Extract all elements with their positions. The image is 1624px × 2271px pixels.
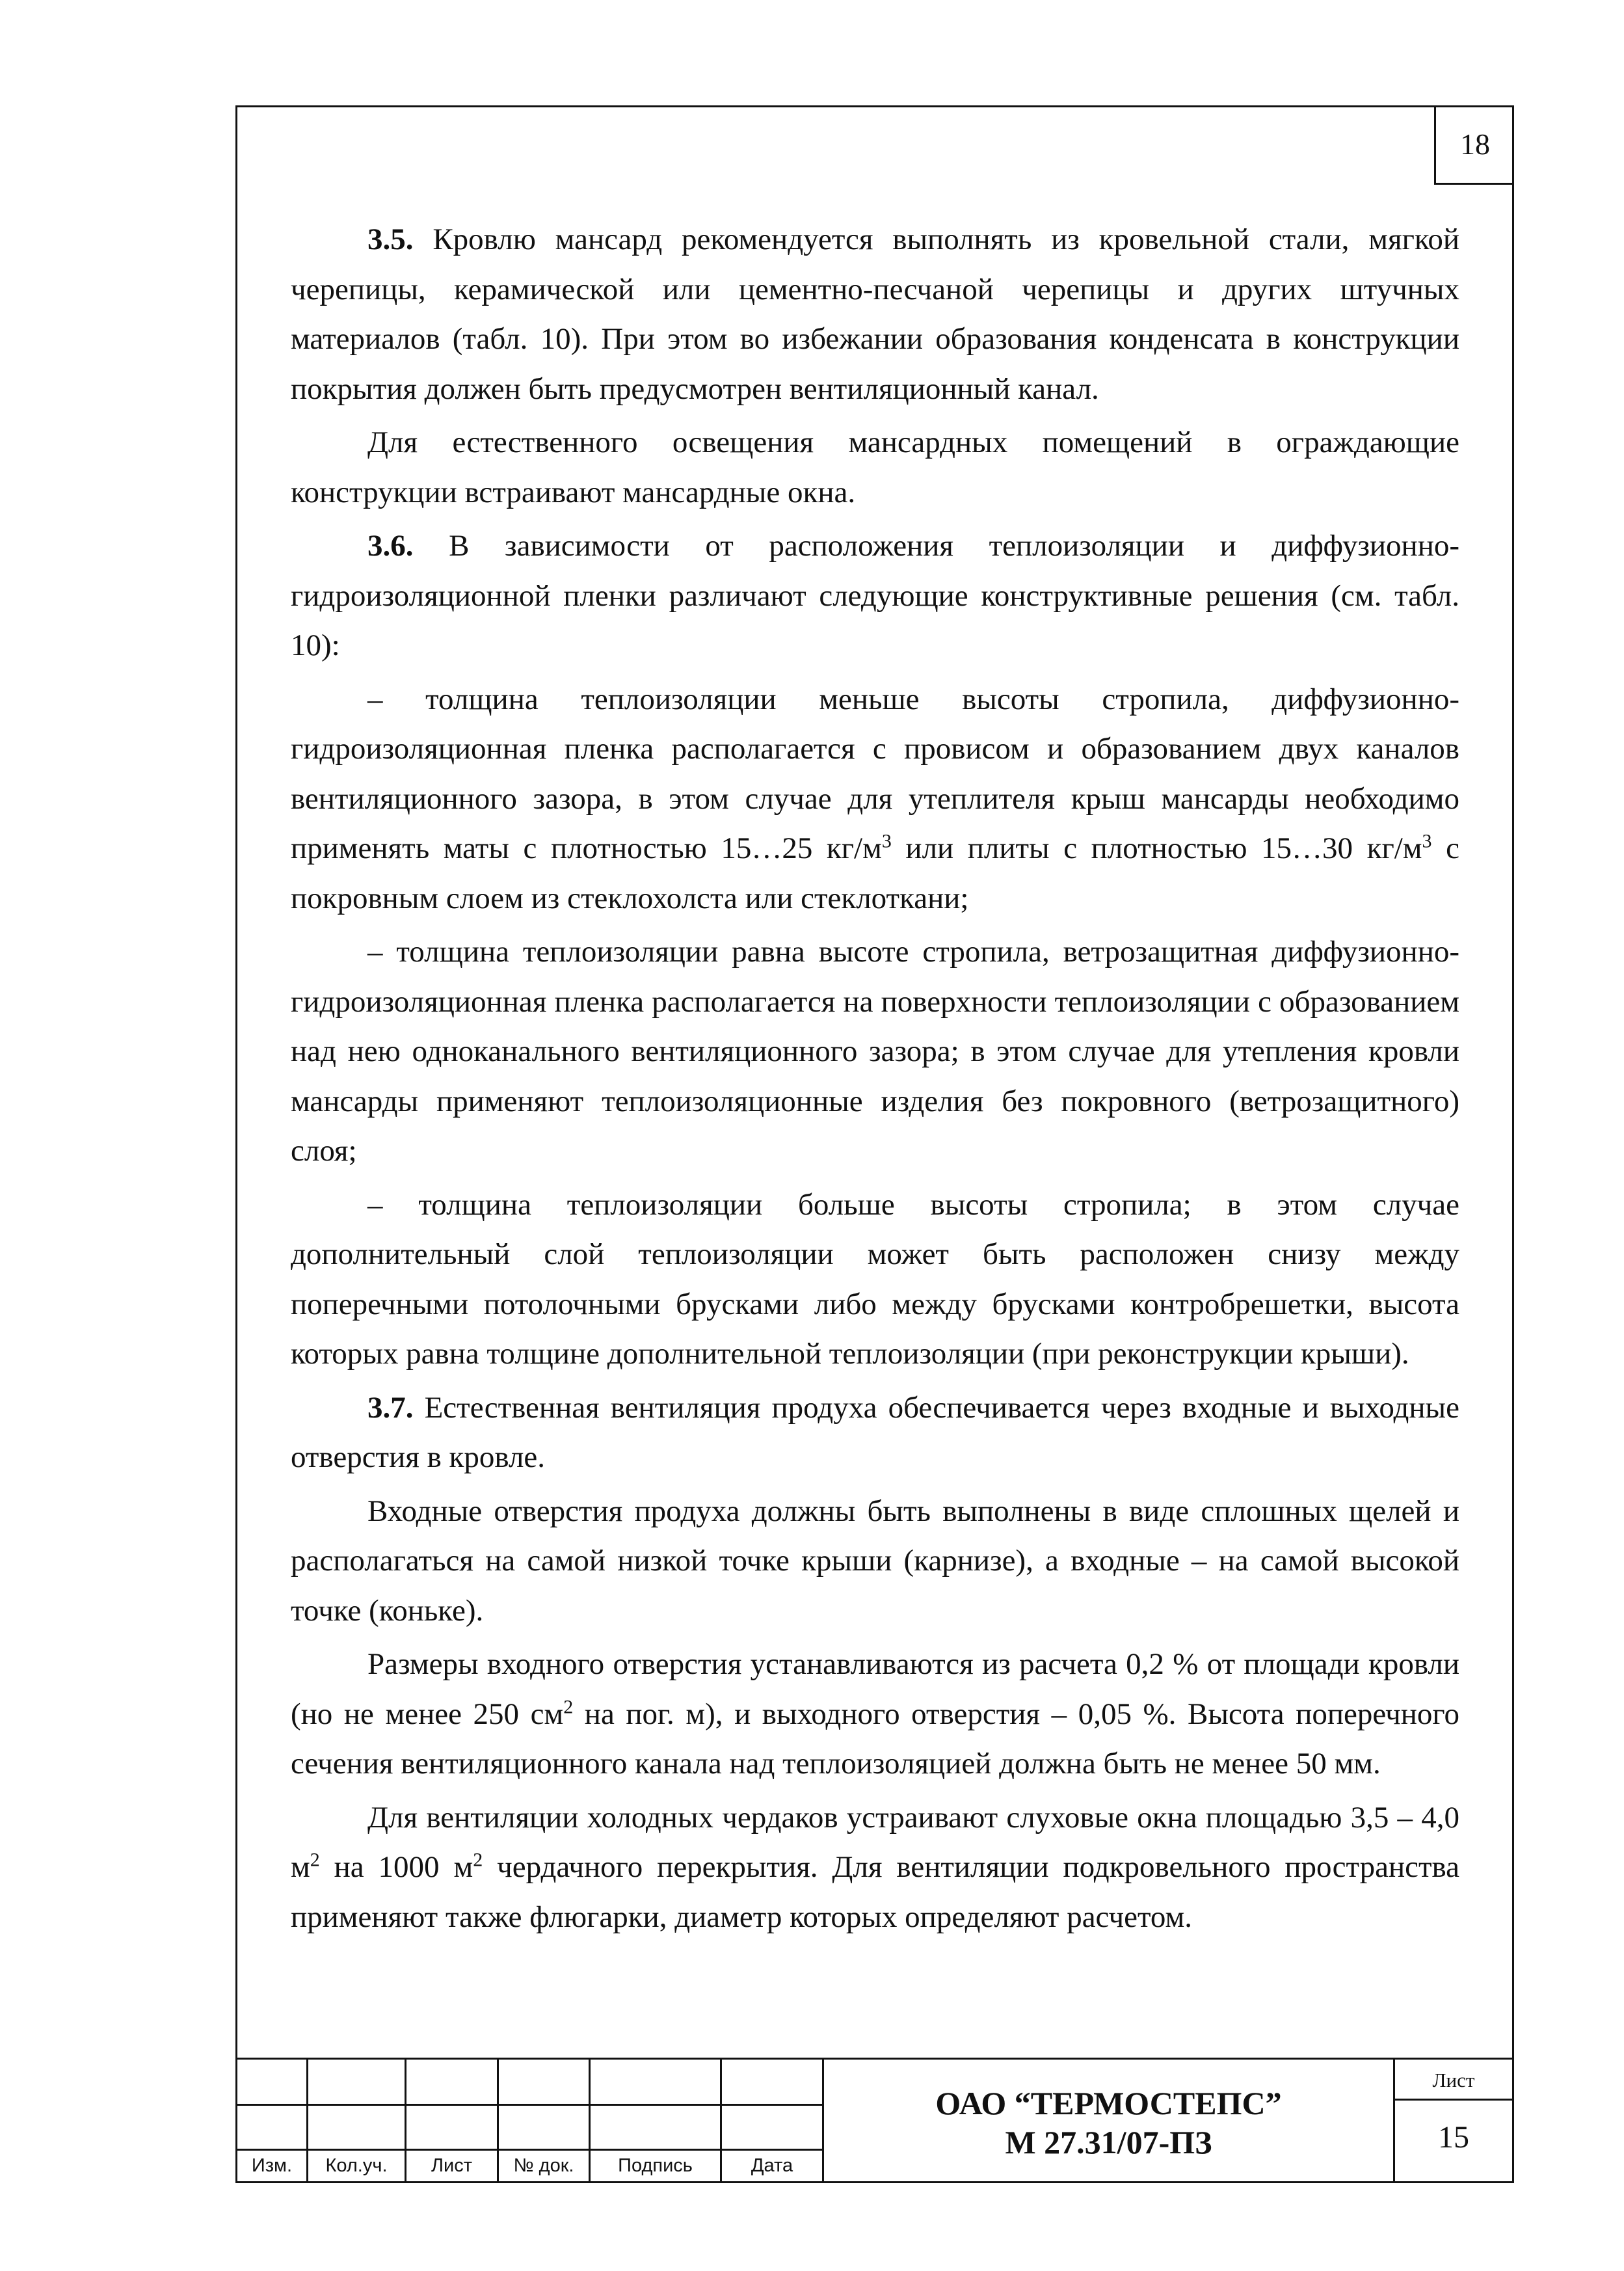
paragraph-3-7: 3.7. Естественная вентиляция продуха обеспечивается через входные и выходные отверстия в кровле. [291, 1390, 1459, 1474]
col-label-ndok: № док. [513, 2155, 574, 2176]
col-label-kolch: Кол.уч. [325, 2155, 388, 2176]
list-item: – толщина теплоизоляции больше высоты стропила; в этом случае дополнительный слой теплоизоляции может быть расположен снизу между поперечными потолочными брусками либо между брусками контробрешетки, высота которых равна толщине дополнительной теплоизоляции (при реконструкции крыши). [291, 1187, 1459, 1371]
paragraph: Входные отверстия продуха должны быть выполнены в виде сплошных щелей и располагаться на самой низкой точке крыши (карнизе), а входные – на самой высокой точке (коньке). [291, 1494, 1459, 1628]
paragraph: Для естественного освещения мансардных помещений в ограждающие конструкции встраивают мансардные окна. [291, 425, 1459, 509]
paragraph-3-5: 3.5. Кровлю мансард рекомендуется выполнять из кровельной стали, мягкой черепицы, керамической или цементно-песчаной черепицы и других штучных материалов (табл. 10). При этом во избежании образования конденсата в конструкции покрытия должен быть предусмотрен вентиляционный канал. [291, 222, 1459, 406]
organization-name: ОАО “ТЕРМОСТЕПС” [935, 2085, 1282, 2121]
list-item: – толщина теплоизоляции меньше высоты стропила, диффузионно-гидроизоляционная пленка располагается с провисом и образованием двух каналов вентиляционного зазора, в этом случае для утеплителя крыш мансарды необходимо применять маты с плотностью 15…25 $кг/м^3$ или плиты с плотностью 15…30 $кг/м^3$ с покровным слоем из стеклохолста или стеклоткани; [291, 682, 1459, 915]
col-label-data: Дата [751, 2155, 793, 2176]
section-number: 3.5. [367, 222, 414, 256]
paragraph: Для вентиляции холодных чердаков устраивают слуховые окна площадью 3,5 – 4,0 $м^2$ на 1000 $м^2$ чердачного перекрытия. Для вентиляции подкровельного пространства применяют также флюгарки, диаметр которых определяют расчетом. [291, 1800, 1459, 1934]
sheet-label: Лист [1432, 2069, 1475, 2091]
section-number: 3.7. [367, 1390, 414, 1425]
paragraph-3-6: 3.6. В зависимости от расположения теплоизоляции и диффузионно- гидроизоляционной пленки различают следующие конструктивные решения (см. табл. 10): [291, 529, 1459, 662]
col-label-izm: Изм. [251, 2155, 293, 2176]
section-number: 3.6. [367, 529, 414, 563]
title-block-rule [235, 2058, 1514, 2060]
list-item: – толщина теплоизоляции равна высоте стропила, ветрозащитная диффузионно-гидроизоляционная пленка располагается на поверхности теплоизоляции с образованием над нею одноканального вентиляционного зазора; в этом случае для утепления кровли мансарды применяют теплоизоляционные изделия без покровного (ветрозащитного) слоя; [291, 935, 1459, 1168]
title-block-rule [1393, 2099, 1514, 2101]
col-label-podpis: Подпись [618, 2155, 693, 2176]
document-body [291, 215, 1459, 1942]
page-number: 18 [1434, 105, 1514, 185]
document-code: М 27.31/07-ПЗ [1005, 2124, 1212, 2160]
col-label-list: Лист [431, 2155, 472, 2176]
organization-title [824, 2084, 1393, 2162]
title-block [0, 2058, 1624, 2183]
title-block-rule [235, 2104, 822, 2106]
paragraph: Размеры входного отверстия устанавливаются из расчета 0,2 % от площади кровли (но не менее 250 $см^2$ на пог. м), и выходного отверстия – 0,05 %. Высота поперечного сечения вентиляционного канала над теплоизоляцией должна быть не менее 50 мм. [291, 1647, 1459, 1781]
sheet-number: 15 [1438, 2120, 1469, 2155]
